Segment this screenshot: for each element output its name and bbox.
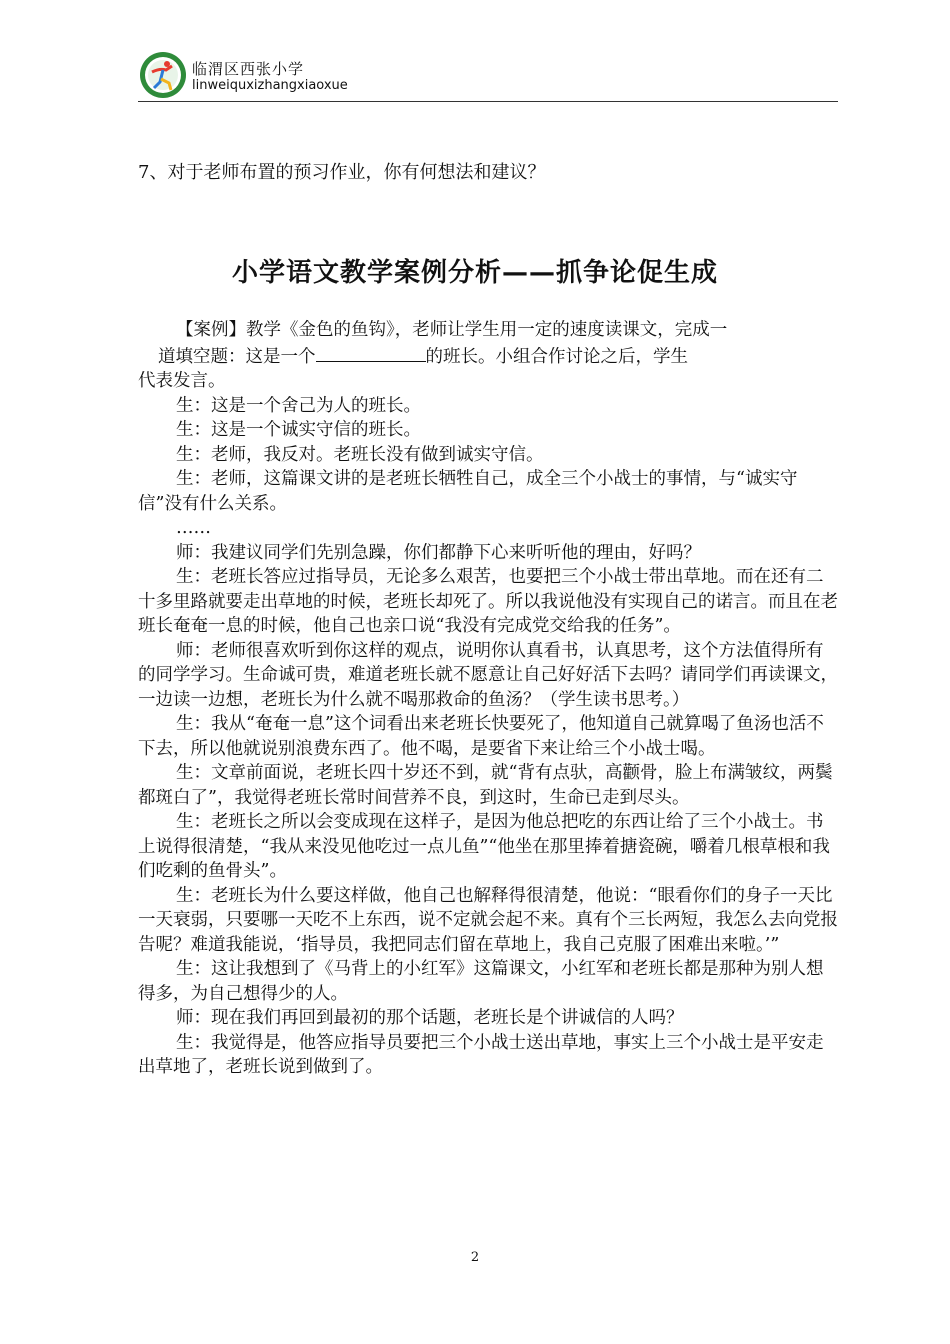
page-header (138, 46, 838, 102)
paragraph: 生：这是一个诚实守信的班长。 (176, 420, 421, 440)
paragraph: 生：这让我想到了《马背上的小红军》这篇课文，小红军和老班长都是那种为别人想得多，为自己想得少的人。 (138, 959, 824, 1004)
page-number: 2 (470, 1250, 480, 1265)
case-line-2 (138, 343, 838, 370)
paragraph: 生：老师，这篇课文讲的是老班长牺牲自己，成全三个小战士的事情，与“诚实守信”没有什么关系。 (138, 469, 798, 514)
paragraph: 生：这是一个舍己为人的班长。 (176, 395, 421, 416)
fill-blank (316, 343, 426, 362)
paragraph: 师：现在我们再回到最初的那个话题，老班长是个讲诚信的人吗？ (176, 1008, 684, 1028)
school-pinyin: linweiquxizhangxiaoxue (192, 78, 348, 93)
school-name: 临渭区西张小学 (192, 60, 305, 78)
paragraph: 生：我觉得是，他答应指导员要把三个小战士送出草地，事实上三个小战士是平安走出草地了，老班长说到做到了。 (138, 1032, 824, 1077)
paragraph: 师：我建议同学们先别急躁，你们都静下心来听听他的理由，好吗？ (176, 542, 701, 563)
paragraph: 生：老班长之所以会变成现在这样子，是因为他总把吃的东西让给了三个小战士。书上说得很清楚，“我从来没见他吃过一点儿鱼”“他坐在那里捧着搪瓷碗，嚼着几根草根和我们吃剩的鱼骨头”。 (138, 812, 830, 881)
document-body (138, 318, 838, 1080)
case-line-3: 代表发言。 (138, 371, 226, 391)
header-divider (138, 101, 838, 102)
case-line-1: 【案例】教学《金色的鱼钩》，老师让学生用一定的速度读课文，完成一 (176, 320, 728, 340)
paragraph: 生：文章前面说，老班长四十岁还不到，就“背有点驮，高颧骨，脸上布满皱纹，两鬓都斑白了”，我觉得老班长常时间营养不良，到这时，生命已走到尽头。 (138, 763, 833, 808)
case-line-2a: 道填空题：这是一个 (158, 346, 316, 367)
paragraph: 师：老师很喜欢听到你这样的观点，说明你认真看书，认真思考，这个方法值得所有的同学学习。生命诚可贵，难道老班长就不愿意让自己好好活下去吗？请同学们再读课文，一边读一边想，老班长为什么就不喝那救命的鱼汤？（学生读书思考。） (138, 640, 838, 710)
paragraph: 生：老师，我反对。老班长没有做到诚实守信。 (176, 444, 544, 465)
ellipsis: …… (176, 518, 211, 538)
paragraph: 生：我从“奄奄一息”这个词看出来老班长快要死了，他知道自己就算喝了鱼汤也活不下去，所以他就说别浪费东西了。他不喝，是要省下来让给三个小战士喝。 (138, 714, 824, 759)
document-title: 小学语文教学案例分析——抓争论促生成 (231, 258, 718, 288)
school-logo-icon (138, 50, 188, 100)
paragraph: 生：老班长为什么要这样做，他自己也解释得很清楚，他说：“眼看你们的身子一天比一天衰弱，只要哪一天吃不上东西，说不定就会起不来。真有个三长两短，我怎么去向党报告呢？难道我能说，‘指导员，我把同志们留在草地上，我自己克服了困难出来啦。’” (138, 885, 838, 955)
case-line-2b: 的班长。小组合作讨论之后，学生 (425, 346, 688, 367)
question-7: 7、对于老师布置的预习作业，你有何想法和建议？ (138, 162, 546, 183)
paragraph: 生：老班长答应过指导员，无论多么艰苦，也要把三个小战士带出草地。而在还有二十多里路就要走出草地的时候，老班长却死了。所以我说他没有实现自己的诺言。而且在老班长奄奄一息的时候，他自己也亲口说“我没有完成党交给我的任务”。 (138, 567, 838, 636)
